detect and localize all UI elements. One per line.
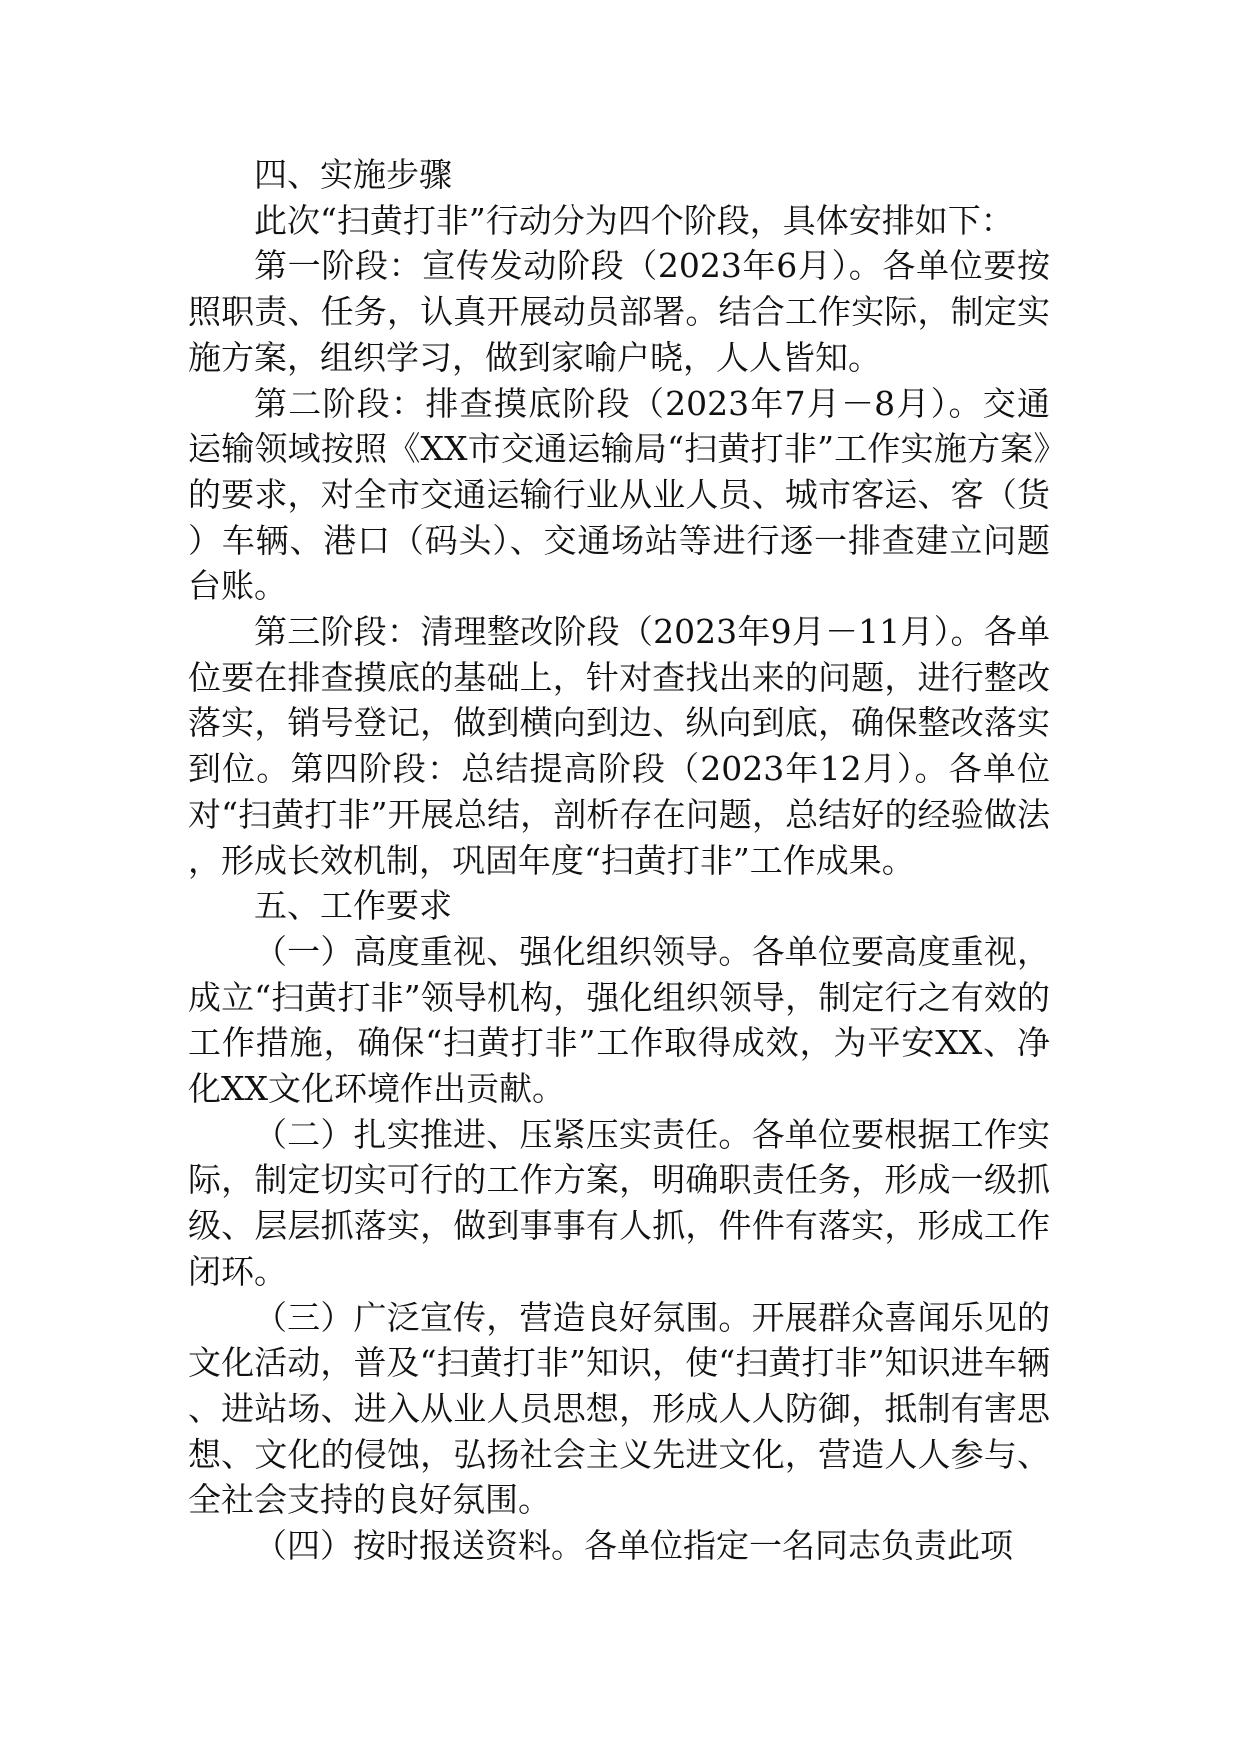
- paragraph-requirement-three: （三）广泛宣传，营造良好氛围。开展群众喜闻乐见的文化活动，普及“扫黄打非”知识，使“扫黄打非”知识进车辆、进站场、进入从业人员思想，形成人人防御，抵制有害思想、文化的侵蚀，弘扬社会主义先进文化，营造人人参与、全社会支持的良好氛围。: [188, 1297, 1050, 1520]
- document-body: [188, 152, 1050, 1569]
- paragraph-requirement-two: （二）扎实推进、压紧压实责任。各单位要根据工作实际，制定切实可行的工作方案，明确职责任务，形成一级抓级、层层抓落实，做到事事有人抓，件件有落实，形成工作闭环。: [188, 1114, 1050, 1291]
- paragraph-intro: 此次“扫黄打非”行动分为四个阶段，具体安排如下：: [254, 200, 1014, 240]
- paragraph-stage-one: 第一阶段：宣传发动阶段（2023年6月）。各单位要按照职责、任务，认真开展动员部署。结合工作实际，制定实施方案，组织学习，做到家喻户晓，人人皆知。: [188, 246, 1050, 377]
- paragraph-requirement-four: （四）按时报送资料。各单位指定一名同志负责此项: [254, 1526, 1013, 1566]
- paragraph-stage-three-four: 第三阶段：清理整改阶段（2023年9月－11月）。各单位要在排查摸底的基础上，针对查找出来的问题，进行整改落实，销号登记，做到横向到边、纵向到底，确保整改落实到位。第四阶段：总结提高阶段（2023年12月）。各单位对“扫黄打非”开展总结，剖析存在问题，总结好的经验做法，形成长效机制，巩固年度“扫黄打非”工作成果。: [188, 612, 1050, 880]
- paragraph-requirement-one: （一）高度重视、强化组织领导。各单位要高度重视，成立“扫黄打非”领导机构，强化组织领导，制定行之有效的工作措施，确保“扫黄打非”工作取得成效，为平安XX、净化XX文化环境作出贡献。: [188, 931, 1050, 1109]
- paragraph-stage-two: 第二阶段：排查摸底阶段（2023年7月－8月）。交通运输领域按照《XX市交通运输局“扫黄打非”工作实施方案》的要求，对全市交通运输行业从业人员、城市客运、客（货）车辆、港口（码头）、交通场站等进行逐一排查建立问题台账。: [188, 383, 1050, 606]
- section-heading-implementation-steps: 四、实施步骤: [254, 155, 452, 194]
- section-heading-work-requirements: 五、工作要求: [254, 886, 452, 926]
